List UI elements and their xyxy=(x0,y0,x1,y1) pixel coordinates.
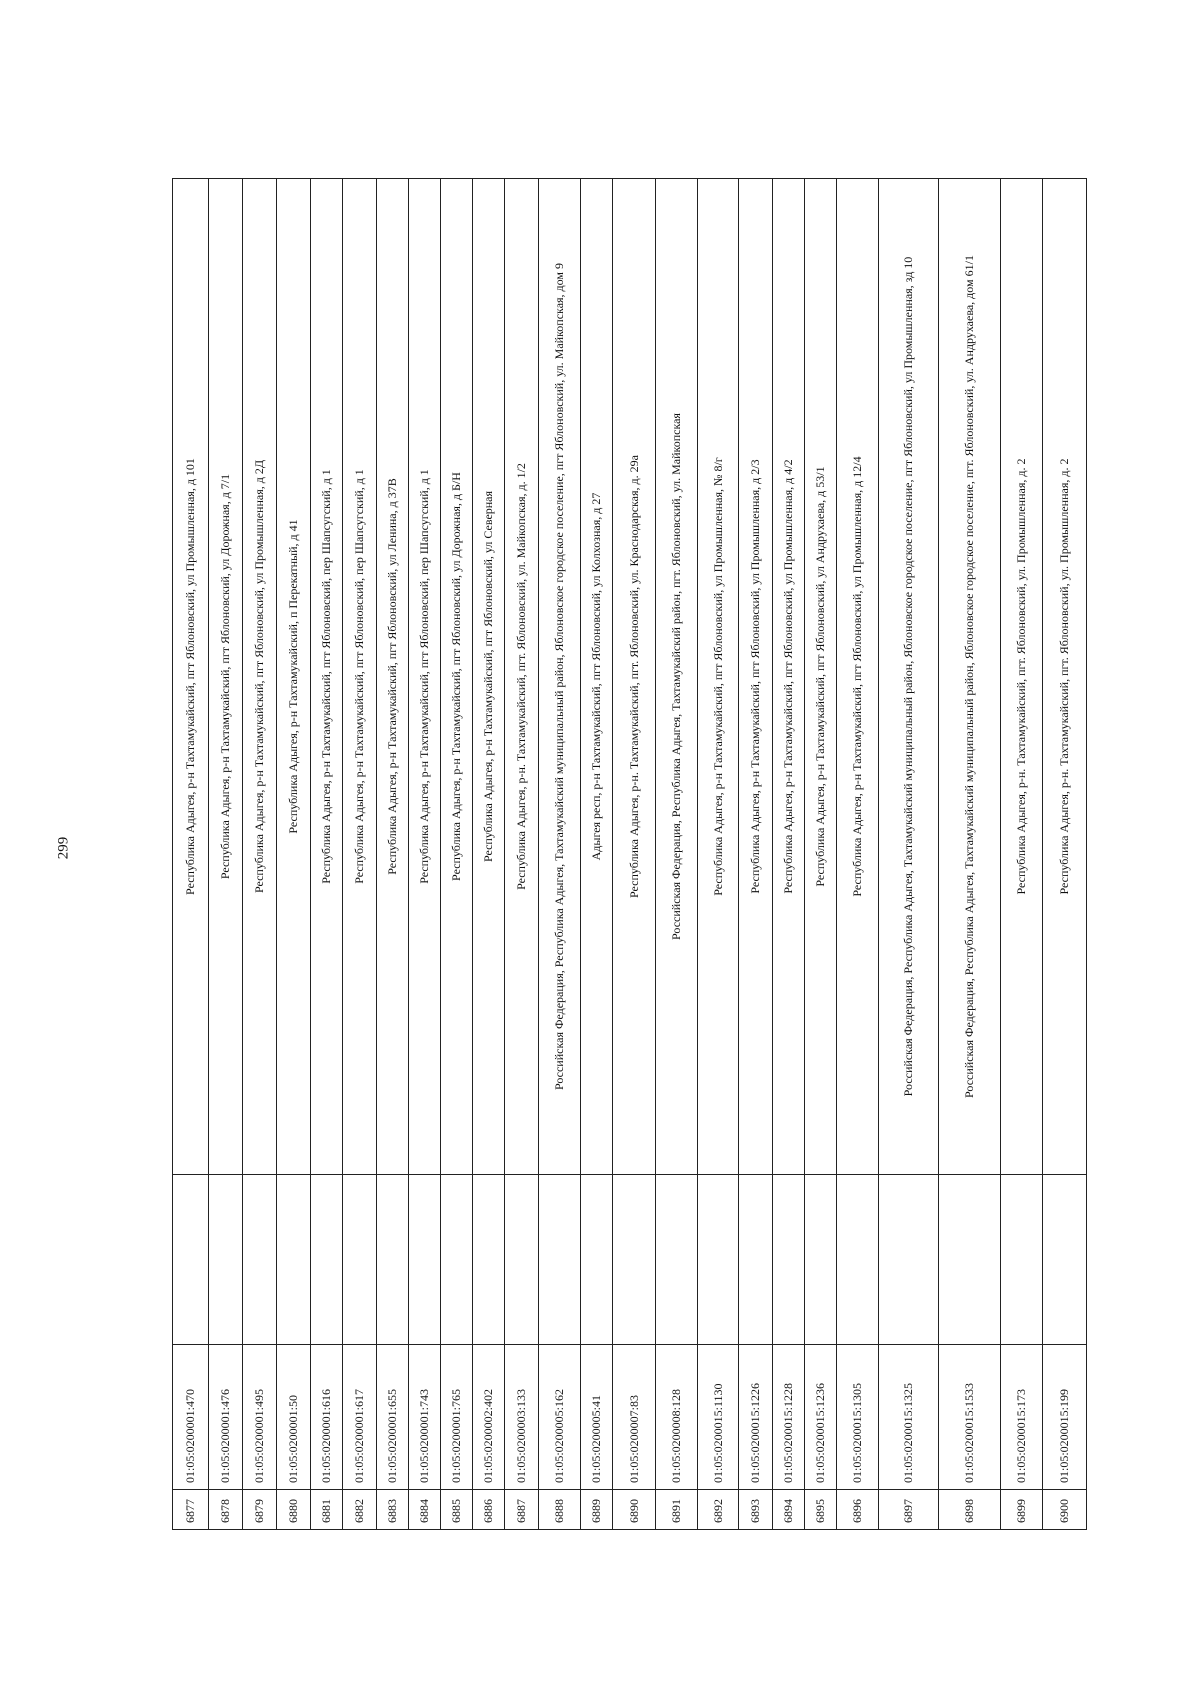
cadastral-number-cell: 01:05:0200015:1305 xyxy=(836,1345,879,1490)
row-number-cell: 6895 xyxy=(804,1490,836,1530)
cadastral-number-cell: 01:05:0200015:1236 xyxy=(804,1345,836,1490)
row-number-cell: 6893 xyxy=(738,1490,772,1530)
table-row xyxy=(1000,179,1043,1530)
address-cell: Адыгея респ, р-н Тахтамукайский, пгт Яблоновский, ул Колхозная, д 27 xyxy=(581,179,613,1175)
row-number-cell: 6890 xyxy=(613,1490,656,1530)
empty-cell xyxy=(377,1175,409,1345)
row-number-cell: 6889 xyxy=(581,1490,613,1530)
row-number-cell: 6884 xyxy=(409,1490,441,1530)
table-row xyxy=(243,179,277,1530)
cadastral-number-cell: 01:05:0200002:402 xyxy=(472,1345,504,1490)
empty-cell xyxy=(772,1175,804,1345)
row-number-cell: 6886 xyxy=(472,1490,504,1530)
address-cell: Республика Адыгея, р-н. Тахтамукайский, пгт. Яблоновский, ул. Краснодарская, д. 29а xyxy=(613,179,656,1175)
row-number-cell: 6878 xyxy=(209,1490,243,1530)
row-number-cell: 6897 xyxy=(879,1490,939,1530)
empty-cell xyxy=(409,1175,441,1345)
row-number-cell: 6877 xyxy=(173,1490,209,1530)
address-cell: Республика Адыгея, р-н Тахтамукайский, пгт Яблоновский, ул Андрухаева, д 53/1 xyxy=(804,179,836,1175)
table-row xyxy=(377,179,409,1530)
row-number-cell: 6899 xyxy=(1000,1490,1043,1530)
row-number-cell: 6898 xyxy=(938,1490,1000,1530)
table-row xyxy=(698,179,738,1530)
address-cell: Республика Адыгея, р-н Тахтамукайский, пгт Яблоновский, ул Промышленная, д 4/2 xyxy=(772,179,804,1175)
row-number-cell: 6900 xyxy=(1043,1490,1087,1530)
table-row xyxy=(441,179,473,1530)
table-row xyxy=(311,179,343,1530)
cadastral-number-cell: 01:05:0200015:199 xyxy=(1043,1345,1087,1490)
cadastral-number-cell: 01:05:0200005:41 xyxy=(581,1345,613,1490)
cadastral-number-cell: 01:05:0200001:743 xyxy=(409,1345,441,1490)
table-body xyxy=(173,179,1087,1530)
empty-cell xyxy=(1043,1175,1087,1345)
address-cell: Российская Федерация, Республика Адыгея, Тахтамукайский муниципальный район, Яблоновское городское поселение, пгт Яблоновский, ул Промышленная, зд 10 xyxy=(879,179,939,1175)
empty-cell xyxy=(655,1175,698,1345)
rotated-table-container xyxy=(172,178,1087,1530)
cadastral-number-cell: 01:05:0200015:1533 xyxy=(938,1345,1000,1490)
row-number-cell: 6883 xyxy=(377,1490,409,1530)
empty-cell xyxy=(504,1175,538,1345)
address-cell: Республика Адыгея, р-н. Тахтамукайский, пгт. Яблоновский, ул. Промышленная, д. 2 xyxy=(1000,179,1043,1175)
cadastral-number-cell: 01:05:0200015:1228 xyxy=(772,1345,804,1490)
cadastral-number-cell: 01:05:0200003:133 xyxy=(504,1345,538,1490)
table-row xyxy=(173,179,209,1530)
cadastral-number-cell: 01:05:0200001:655 xyxy=(377,1345,409,1490)
cadastral-number-cell: 01:05:0200001:616 xyxy=(311,1345,343,1490)
table-row xyxy=(472,179,504,1530)
cadastral-number-cell: 01:05:0200015:1325 xyxy=(879,1345,939,1490)
empty-cell xyxy=(804,1175,836,1345)
address-cell: Республика Адыгея, р-н Тахтамукайский, пгт Яблоновский, ул Промышленная, № 8/г xyxy=(698,179,738,1175)
row-number-cell: 6894 xyxy=(772,1490,804,1530)
empty-cell xyxy=(836,1175,879,1345)
table-row xyxy=(277,179,311,1530)
address-cell: Республика Адыгея, р-н Тахтамукайский, п Перекатный, д 41 xyxy=(277,179,311,1175)
table-row xyxy=(772,179,804,1530)
empty-cell xyxy=(209,1175,243,1345)
table-row xyxy=(409,179,441,1530)
address-cell: Республика Адыгея, р-н Тахтамукайский, пгт Яблоновский, ул Промышленная, д 101 xyxy=(173,179,209,1175)
table-row xyxy=(613,179,656,1530)
empty-cell xyxy=(538,1175,581,1345)
table-row xyxy=(938,179,1000,1530)
cadastral-number-cell: 01:05:0200001:765 xyxy=(441,1345,473,1490)
table-row xyxy=(343,179,377,1530)
cadastral-number-cell: 01:05:0200015:1226 xyxy=(738,1345,772,1490)
address-cell: Российская Федерация, Республика Адыгея, Тахтамукайский муниципальный район, Яблоновское городское поселение, пгт. Яблоновский, ул. Андрухаева, дом 61/1 xyxy=(938,179,1000,1175)
empty-cell xyxy=(938,1175,1000,1345)
row-number-cell: 6887 xyxy=(504,1490,538,1530)
cadastral-number-cell: 01:05:0200007:83 xyxy=(613,1345,656,1490)
empty-cell xyxy=(277,1175,311,1345)
empty-cell xyxy=(1000,1175,1043,1345)
document-sheet xyxy=(172,178,1087,1530)
address-cell: Республика Адыгея, р-н Тахтамукайский, пгт Яблоновский, ул Дорожная, д 7/1 xyxy=(209,179,243,1175)
address-cell: Республика Адыгея, р-н. Тахтамукайский, пгт. Яблоновский, ул. Промышленная, д. 2 xyxy=(1043,179,1087,1175)
empty-cell xyxy=(472,1175,504,1345)
address-cell: Республика Адыгея, р-н. Тахтамукайский, пгт. Яблоновский, ул. Майкопская, д. 1/2 xyxy=(504,179,538,1175)
table-row xyxy=(538,179,581,1530)
address-cell: Республика Адыгея, р-н Тахтамукайский, пгт Яблоновский, ул Ленина, д 37В xyxy=(377,179,409,1175)
page-number: 299 xyxy=(55,836,72,860)
cadastral-number-cell: 01:05:0200008:128 xyxy=(655,1345,698,1490)
row-number-cell: 6882 xyxy=(343,1490,377,1530)
empty-cell xyxy=(698,1175,738,1345)
table-row xyxy=(504,179,538,1530)
address-cell: Российская Федерация, Республика Адыгея, Тахтамукайский муниципальный район, Яблоновское городское поселение, пгт Яблоновский, ул. Майкопская, дом 9 xyxy=(538,179,581,1175)
table-row xyxy=(209,179,243,1530)
cadastral-number-cell: 01:05:0200001:476 xyxy=(209,1345,243,1490)
row-number-cell: 6888 xyxy=(538,1490,581,1530)
empty-cell xyxy=(879,1175,939,1345)
empty-cell xyxy=(343,1175,377,1345)
cadastral-number-cell: 01:05:0200001:617 xyxy=(343,1345,377,1490)
cadastral-number-cell: 01:05:0200015:173 xyxy=(1000,1345,1043,1490)
table-row xyxy=(738,179,772,1530)
table-row xyxy=(655,179,698,1530)
row-number-cell: 6881 xyxy=(311,1490,343,1530)
address-cell: Республика Адыгея, р-н Тахтамукайский, пгт Яблоновский, ул Промышленная, д 2Д xyxy=(243,179,277,1175)
address-cell: Республика Адыгея, р-н Тахтамукайский, пгт Яблоновский, ул Северная xyxy=(472,179,504,1175)
address-cell: Республика Адыгея, р-н Тахтамукайский, пгт Яблоновский, ул Промышленная, д 12/4 xyxy=(836,179,879,1175)
cadastral-number-cell: 01:05:0200001:470 xyxy=(173,1345,209,1490)
address-cell: Республика Адыгея, р-н Тахтамукайский, пгт Яблоновский, ул Промышленная, д 2/3 xyxy=(738,179,772,1175)
cadastral-number-cell: 01:05:0200015:1130 xyxy=(698,1345,738,1490)
row-number-cell: 6892 xyxy=(698,1490,738,1530)
table-row xyxy=(1043,179,1087,1530)
address-cell: Республика Адыгея, р-н Тахтамукайский, пгт Яблоновский, пер Шапсугский, д 1 xyxy=(409,179,441,1175)
empty-cell xyxy=(243,1175,277,1345)
address-cell: Республика Адыгея, р-н Тахтамукайский, пгт Яблоновский, ул Дорожная, д Б/Н xyxy=(441,179,473,1175)
table-row xyxy=(879,179,939,1530)
empty-cell xyxy=(311,1175,343,1345)
empty-cell xyxy=(738,1175,772,1345)
address-cell: Российская Федерация, Республика Адыгея, Тахтамукайский район, пгт. Яблоновский, ул. Майкопская xyxy=(655,179,698,1175)
row-number-cell: 6896 xyxy=(836,1490,879,1530)
cadastral-number-cell: 01:05:0200005:162 xyxy=(538,1345,581,1490)
empty-cell xyxy=(613,1175,656,1345)
address-cell: Республика Адыгея, р-н Тахтамукайский, пгт Яблоновский, пер Шапсугский, д 1 xyxy=(311,179,343,1175)
cadastral-number-cell: 01:05:0200001:495 xyxy=(243,1345,277,1490)
row-number-cell: 6891 xyxy=(655,1490,698,1530)
row-number-cell: 6879 xyxy=(243,1490,277,1530)
cadastral-number-cell: 01:05:0200001:50 xyxy=(277,1345,311,1490)
table-row xyxy=(836,179,879,1530)
table-row xyxy=(581,179,613,1530)
table-row xyxy=(804,179,836,1530)
empty-cell xyxy=(581,1175,613,1345)
address-cell: Республика Адыгея, р-н Тахтамукайский, пгт Яблоновский, пер Шапсугский, д 1 xyxy=(343,179,377,1175)
empty-cell xyxy=(173,1175,209,1345)
row-number-cell: 6885 xyxy=(441,1490,473,1530)
empty-cell xyxy=(441,1175,473,1345)
cadastral-table xyxy=(172,178,1087,1530)
row-number-cell: 6880 xyxy=(277,1490,311,1530)
